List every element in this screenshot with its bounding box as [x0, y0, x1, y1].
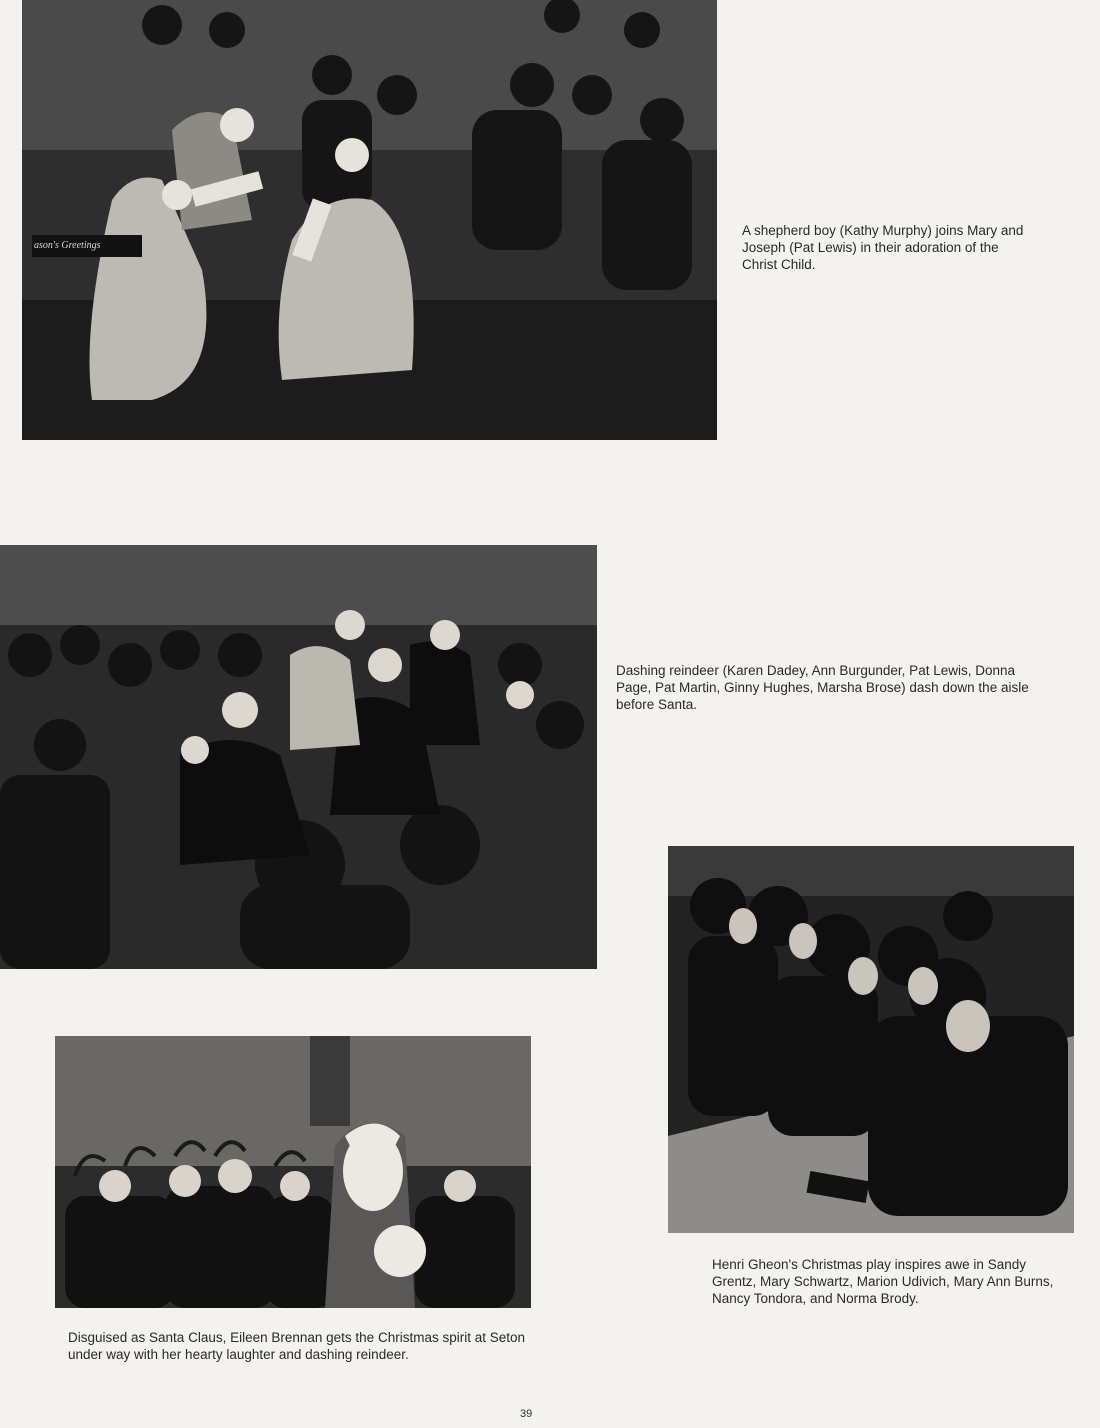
santa-caption: [68, 1329, 528, 1363]
audience-caption-text: Henri Gheon's Christmas play inspires awe in Sandy Grentz, Mary Schwartz, Marion Udivich, Mary Ann Burns, Nancy Tondora, and Norma Brody.: [712, 1257, 1054, 1306]
audience-caption: [712, 1256, 1062, 1307]
nativity-caption-text: A shepherd boy (Kathy Murphy) joins Mary and Joseph (Pat Lewis) in their adoration of the Christ Child.: [742, 223, 1024, 272]
audience-awe-photo: [668, 846, 1074, 1233]
photo-sign-text: ason's Greetings: [34, 240, 101, 251]
nativity-photo: [22, 0, 717, 440]
santa-photo-illustration: [55, 1036, 531, 1308]
page-number: 39: [520, 1408, 533, 1420]
reindeer-aisle-photo: [0, 545, 597, 969]
reindeer-caption-text: Dashing reindeer (Karen Dadey, Ann Burgunder, Pat Lewis, Donna Page, Pat Martin, Ginny Hughes, Marsha Brose) dash down the aisle before Santa.: [616, 663, 1029, 712]
santa-photo: [55, 1036, 531, 1308]
audience-photo-illustration: [668, 846, 1074, 1233]
reindeer-caption: [616, 662, 1046, 713]
reindeer-photo-illustration: [0, 545, 597, 969]
nativity-caption: [742, 222, 1032, 273]
santa-caption-text: Disguised as Santa Claus, Eileen Brennan gets the Christmas spirit at Seton under way with her hearty laughter and dashing reindeer.: [68, 1330, 525, 1362]
nativity-photo-illustration: [22, 0, 717, 440]
